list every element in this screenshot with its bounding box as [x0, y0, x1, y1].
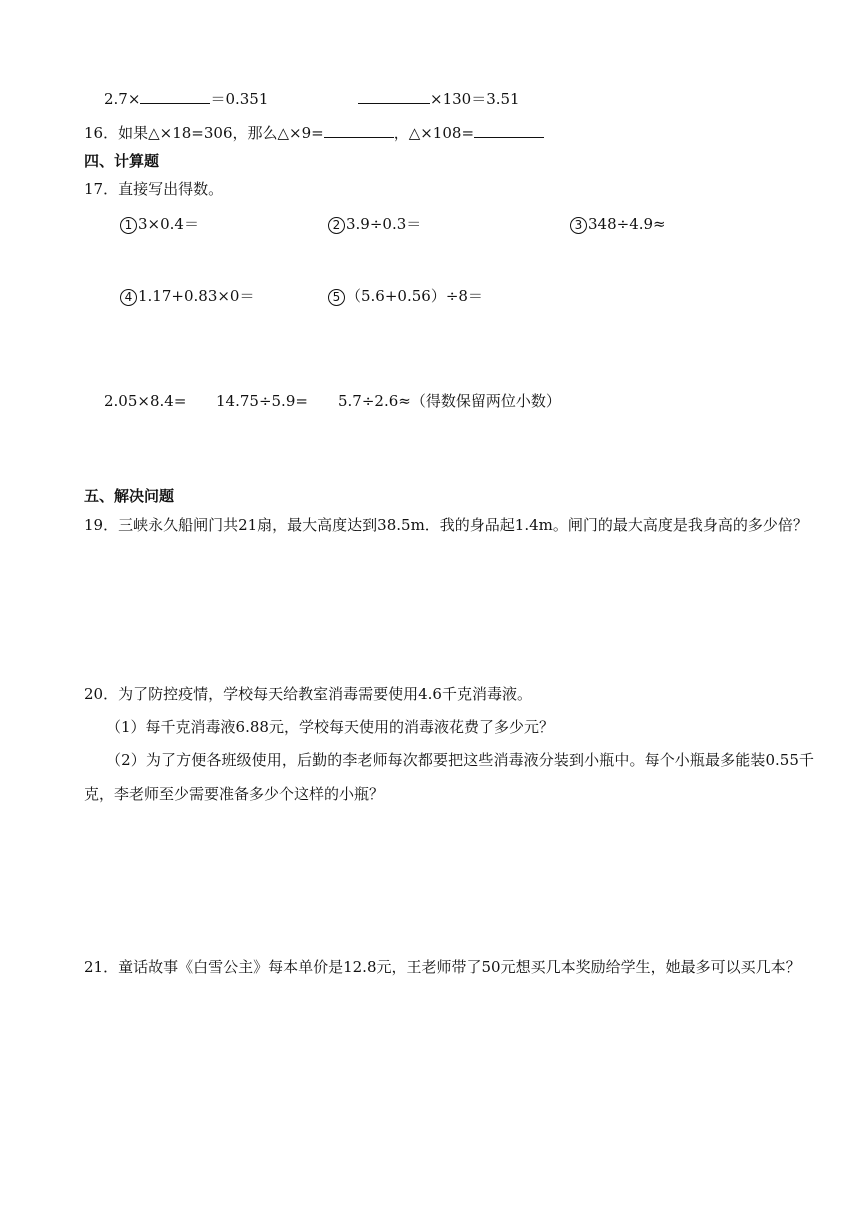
section-4-title: 四、计算题: [84, 152, 160, 170]
q17-item-2: 2 3.9÷0.3＝: [328, 214, 421, 234]
question-17: 17．直接写出得数。: [84, 180, 224, 198]
q17-item-4: 4 1.17+0.83×0＝: [120, 286, 254, 306]
circled-number: 2: [328, 217, 345, 234]
circled-number: 5: [328, 289, 345, 306]
circled-number: 4: [120, 289, 137, 306]
circled-number: 3: [570, 217, 587, 234]
q20-sub-2: （2）为了方便各班级使用，后勤的李老师每次都要把这些消毒液分装到小瓶中。每个小瓶最多能装0.55千克，李老师至少需要准备多少个这样的小瓶？: [84, 751, 814, 803]
question-21: 21．童话故事《白雪公主》每本单价是12.8元，王老师带了50元想买几本奖励给学生，她最多可以买几本？: [84, 958, 801, 976]
question-20: 20．为了防控疫情，学校每天给教室消毒需要使用4.6千克消毒液。: [84, 685, 532, 703]
q17-item-5: 5 （5.6+0.56）÷8＝: [328, 286, 483, 306]
q16-blank-2[interactable]: [474, 123, 544, 138]
q15-left-equation: 2.7× ＝0.351: [104, 90, 269, 108]
q20-sub-1: （1）每千克消毒液6.88元，学校每天使用的消毒液花费了多少元？: [106, 718, 554, 736]
q18-item-1: 2.05×8.4=: [104, 392, 187, 410]
question-16: 16．如果△×18=306，那么△×9= ，△×108=: [84, 123, 544, 143]
q16-blank-1[interactable]: [324, 123, 394, 138]
q15-right-blank[interactable]: [358, 89, 430, 104]
q15-right-equation: ×130＝3.51: [358, 89, 520, 109]
q18-item-3: 5.7÷2.6≈（得数保留两位小数）: [338, 392, 561, 410]
circled-number: 1: [120, 217, 137, 234]
section-5-title: 五、解决问题: [84, 487, 175, 505]
q18-item-2: 14.75÷5.9=: [216, 392, 308, 410]
q15-left-blank[interactable]: [140, 89, 210, 104]
q17-item-1: 1 3×0.4＝: [120, 214, 199, 234]
q17-item-3: 3 348÷4.9≈: [570, 214, 666, 234]
question-19: 19．三峡永久船闸门共21扇，最大高度达到38.5m．我的身品起1.4m。闸门的最大高度是我身高的多少倍？: [84, 516, 808, 534]
